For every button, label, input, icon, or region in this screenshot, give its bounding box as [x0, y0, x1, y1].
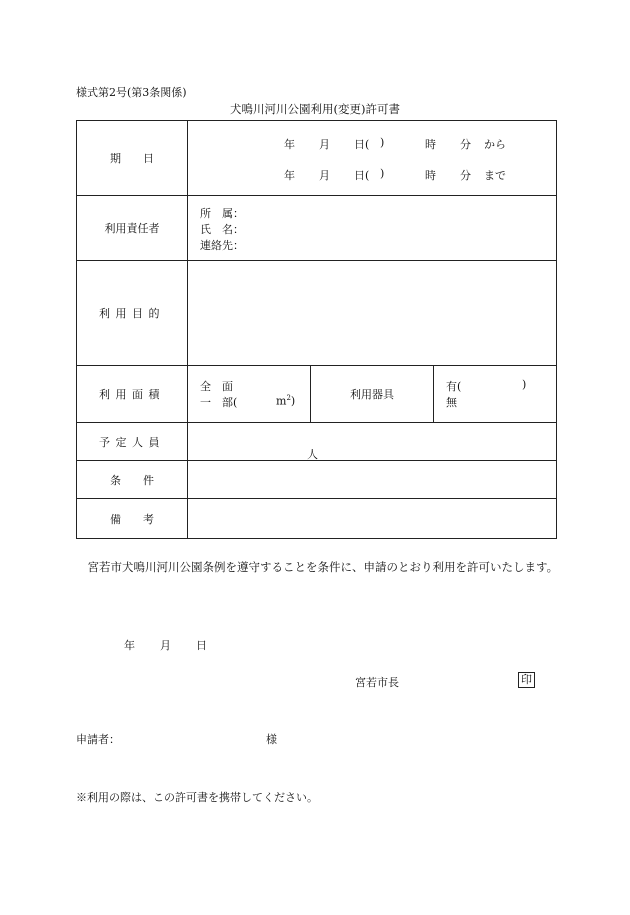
contact-field: 連絡先： — [200, 239, 244, 252]
period-value — [188, 121, 557, 196]
equipment-value — [434, 366, 557, 423]
responsible-label: 利用責任者 — [77, 196, 188, 261]
conditions-label: 条 件 — [77, 461, 188, 499]
row-responsible — [77, 196, 557, 261]
people-label: 予定人員 — [77, 423, 188, 461]
issuer-name: 宮若市長 — [355, 676, 399, 689]
equipment-none: 無 — [446, 396, 457, 409]
applicant-label: 申請者： — [76, 733, 120, 746]
period-start-hour: 時 — [425, 138, 436, 151]
remarks-value — [188, 499, 557, 539]
form-number: 様式第2号(第3条関係) — [76, 86, 187, 99]
carry-note: ※利用の際は、この許可書を携帯してください。 — [76, 791, 318, 804]
period-end-month: 月 — [319, 169, 330, 182]
purpose-label: 利用目的 — [77, 261, 188, 366]
period-start-day: 日( — [354, 138, 370, 151]
period-end-paren-close: ) — [380, 167, 385, 180]
row-people — [77, 423, 557, 461]
equipment-has: 有( — [446, 380, 462, 393]
row-purpose — [77, 261, 557, 366]
row-area — [77, 366, 557, 423]
seal-mark: 印 — [518, 672, 535, 688]
area-unit: $m^2$) — [276, 394, 296, 408]
date-month: 月 — [160, 639, 171, 652]
area-full: 全 面 — [200, 380, 233, 393]
equipment-label: 利用器具 — [311, 366, 434, 423]
period-end-hour: 時 — [425, 169, 436, 182]
affiliation-field: 所 属： — [200, 207, 244, 220]
period-start-paren-close: ) — [380, 136, 385, 149]
name-field: 氏 名： — [200, 223, 244, 236]
row-period — [77, 121, 557, 196]
responsible-value — [188, 196, 557, 261]
period-start-minute: 分 — [460, 138, 471, 151]
date-day: 日 — [196, 639, 207, 652]
row-remarks — [77, 499, 557, 539]
area-part: 一 部( — [200, 396, 238, 409]
permit-statement: 宮若市犬鳴川河川公園条例を遵守することを条件に、申請のとおり利用を許可いたします。 — [87, 560, 559, 574]
permit-table — [76, 120, 557, 539]
date-year: 年 — [124, 639, 135, 652]
period-start-month: 月 — [319, 138, 330, 151]
people-value — [188, 423, 557, 461]
period-end-day: 日( — [354, 169, 370, 182]
period-end-until: まで — [484, 169, 506, 182]
applicant-honorific: 様 — [266, 733, 277, 746]
document-title: 犬鳴川河川公園利用(変更)許可書 — [230, 102, 400, 116]
period-start-from: から — [484, 138, 506, 151]
period-start-year: 年 — [284, 138, 295, 151]
people-unit: 人 — [307, 448, 318, 461]
remarks-label: 備 考 — [77, 499, 188, 539]
purpose-value — [188, 261, 557, 366]
area-value — [188, 366, 311, 423]
row-conditions — [77, 461, 557, 499]
conditions-value — [188, 461, 557, 499]
equipment-has-close: ) — [522, 378, 527, 391]
period-end-year: 年 — [284, 169, 295, 182]
area-label: 利用面積 — [77, 366, 188, 423]
period-label: 期 日 — [77, 121, 188, 196]
period-end-minute: 分 — [460, 169, 471, 182]
